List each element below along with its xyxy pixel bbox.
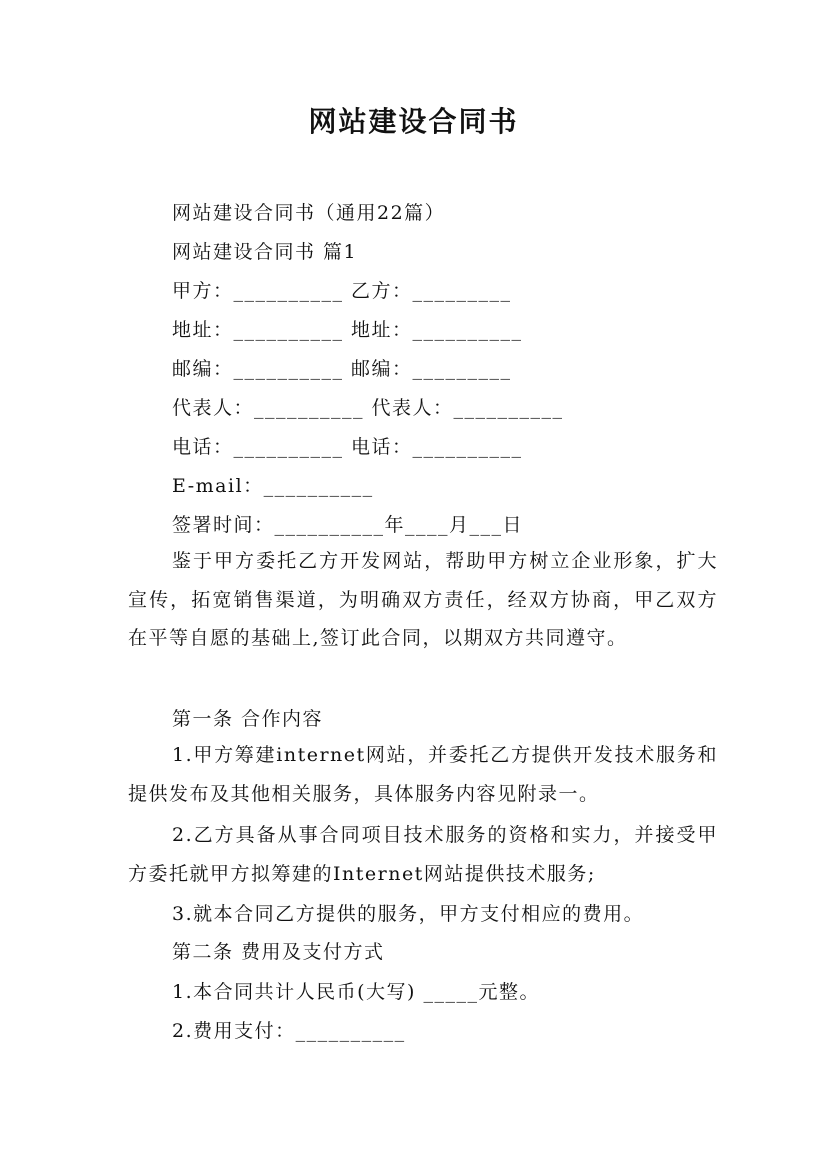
subtitle-line: 网站建设合同书（通用22篇） (172, 202, 446, 224)
section-title-line: 网站建设合同书 篇1 (172, 241, 358, 263)
article1-item1: 1.甲方筹建internet网站，并委托乙方提供开发技术服务和提供发布及其他相关服务，具体服务内容见附录一。 (128, 744, 718, 805)
article1-item2: 2.乙方具备从事合同项目技术服务的资格和实力，并接受甲方委托就甲方拟筹建的Internet网站提供技术服务; (128, 824, 718, 885)
article2-heading: 第二条 费用及支付方式 (172, 941, 385, 963)
article2-item1: 1.本合同共计人民币(大写) _____元整。 (172, 981, 540, 1003)
representative-line: 代表人：__________ 代表人：__________ (172, 397, 564, 419)
phone-line: 电话：__________ 电话：__________ (172, 436, 523, 458)
signing-date-line: 签署时间：__________年____月___日 (172, 514, 524, 536)
article1-heading: 第一条 合作内容 (172, 708, 324, 730)
address-line: 地址：__________ 地址：__________ (172, 319, 523, 341)
article2-item2: 2.费用支付：__________ (172, 1020, 406, 1042)
document-title: 网站建设合同书 (308, 105, 519, 138)
email-line: E-mail：__________ (172, 475, 374, 497)
intro-paragraph: 鉴于甲方委托乙方开发网站，帮助甲方树立企业形象，扩大宣传，拓宽销售渠道，为明确双方责任，经双方协商，甲乙双方在平等自愿的基础上,签订此合同，以期双方共同遵守。 (128, 550, 718, 650)
postcode-line: 邮编：__________ 邮编：_________ (172, 358, 512, 380)
article1-item3: 3.就本合同乙方提供的服务，甲方支付相应的费用。 (172, 903, 645, 925)
party-line: 甲方：__________ 乙方：_________ (172, 280, 512, 302)
